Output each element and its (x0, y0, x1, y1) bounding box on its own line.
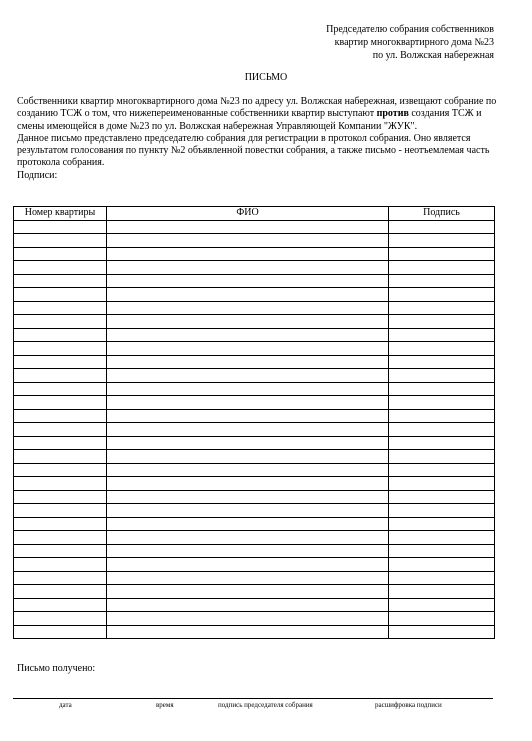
name-cell (107, 261, 389, 275)
document-title: ПИСЬМО (244, 72, 288, 83)
signature-cell (389, 247, 495, 261)
apartment-cell (14, 369, 107, 383)
table-row (14, 315, 495, 329)
name-cell (107, 436, 389, 450)
table-row (14, 517, 495, 531)
signature-cell (389, 504, 495, 518)
apartment-cell (14, 382, 107, 396)
apartment-cell (14, 355, 107, 369)
apartment-cell (14, 517, 107, 531)
apartment-cell (14, 247, 107, 261)
apartment-cell (14, 261, 107, 275)
table-row (14, 342, 495, 356)
letter-received-label: Письмо получено: (17, 663, 96, 674)
signature-cell (389, 544, 495, 558)
name-cell (107, 220, 389, 234)
name-cell (107, 288, 389, 302)
name-cell (107, 234, 389, 248)
table-row (14, 531, 495, 545)
name-cell (107, 369, 389, 383)
name-cell (107, 571, 389, 585)
table-row (14, 409, 495, 423)
apartment-cell (14, 342, 107, 356)
table-row (14, 261, 495, 275)
name-cell (107, 625, 389, 639)
table-row (14, 234, 495, 248)
footer-signature-line (13, 698, 493, 699)
apartment-cell (14, 328, 107, 342)
signature-cell (389, 571, 495, 585)
apartment-cell (14, 274, 107, 288)
signature-cell (389, 625, 495, 639)
signature-cell (389, 301, 495, 315)
signature-cell (389, 234, 495, 248)
footer-date-label: дата (59, 701, 72, 709)
apartment-cell (14, 477, 107, 491)
table-row (14, 558, 495, 572)
apartment-cell (14, 423, 107, 437)
signature-cell (389, 436, 495, 450)
apartment-cell (14, 450, 107, 464)
name-cell (107, 517, 389, 531)
footer-signature-decoding-label: расшифровка подписи (375, 701, 442, 709)
signature-cell (389, 369, 495, 383)
apartment-cell (14, 436, 107, 450)
apartment-cell (14, 544, 107, 558)
name-cell (107, 490, 389, 504)
signature-cell (389, 598, 495, 612)
table-row (14, 274, 495, 288)
apartment-cell (14, 612, 107, 626)
signature-cell (389, 315, 495, 329)
signature-cell (389, 261, 495, 275)
apartment-cell (14, 220, 107, 234)
apartment-cell (14, 625, 107, 639)
paragraph-text: создания ТСЖ и смены имеющейся в доме №23 по ул. Волжская набережная Управляющей Компании "ЖУК". (17, 108, 482, 132)
name-cell (107, 342, 389, 356)
signature-cell (389, 585, 495, 599)
table-row (14, 355, 495, 369)
signature-cell (389, 274, 495, 288)
signature-cell (389, 409, 495, 423)
column-header-signature: Подпись (389, 207, 495, 221)
name-cell (107, 504, 389, 518)
signature-cell (389, 490, 495, 504)
apartment-cell (14, 409, 107, 423)
emphasis-text: против (376, 108, 409, 120)
apartment-cell (14, 504, 107, 518)
table-row (14, 598, 495, 612)
apartment-cell (14, 301, 107, 315)
name-cell (107, 409, 389, 423)
table-row (14, 504, 495, 518)
signatures-label: Подписи: (17, 169, 58, 181)
footer-chair-signature-label: подпись председателя собрания (218, 701, 313, 709)
name-cell (107, 423, 389, 437)
signature-cell (389, 342, 495, 356)
signature-cell (389, 382, 495, 396)
apartment-cell (14, 571, 107, 585)
apartment-cell (14, 396, 107, 410)
name-cell (107, 544, 389, 558)
name-cell (107, 396, 389, 410)
signature-cell (389, 558, 495, 572)
table-row (14, 328, 495, 342)
table-row (14, 612, 495, 626)
signatures-table (13, 206, 495, 639)
signature-cell (389, 288, 495, 302)
table-row (14, 382, 495, 396)
table-row (14, 625, 495, 639)
name-cell (107, 477, 389, 491)
apartment-cell (14, 234, 107, 248)
addressee-line: Председателю собрания собственников (326, 24, 494, 35)
name-cell (107, 531, 389, 545)
name-cell (107, 612, 389, 626)
table-row (14, 490, 495, 504)
letter-body (17, 96, 497, 182)
paragraph-text: Собственники квартир многоквартирного дома №23 по адресу ул. Волжская набережная, извещают собрание по созданию ТСЖ о том, что нижепереименованные собственники квартир выступают (17, 96, 497, 120)
name-cell (107, 315, 389, 329)
name-cell (107, 598, 389, 612)
apartment-cell (14, 558, 107, 572)
apartment-cell (14, 490, 107, 504)
signature-cell (389, 396, 495, 410)
table-row (14, 436, 495, 450)
signature-cell (389, 612, 495, 626)
table-row (14, 463, 495, 477)
apartment-cell (14, 585, 107, 599)
table-row (14, 396, 495, 410)
letter-paragraph-1 (17, 96, 497, 133)
column-header-name: ФИО (107, 207, 389, 221)
column-header-apartment: Номер квартиры (14, 207, 107, 221)
name-cell (107, 274, 389, 288)
name-cell (107, 328, 389, 342)
table-row (14, 288, 495, 302)
table-row (14, 220, 495, 234)
signature-cell (389, 355, 495, 369)
table-row (14, 247, 495, 261)
name-cell (107, 301, 389, 315)
table-row (14, 301, 495, 315)
signature-cell (389, 463, 495, 477)
addressee-block (326, 23, 494, 62)
footer-time-label: время (156, 701, 174, 709)
signature-cell (389, 450, 495, 464)
signature-cell (389, 477, 495, 491)
name-cell (107, 585, 389, 599)
name-cell (107, 463, 389, 477)
apartment-cell (14, 288, 107, 302)
table-row (14, 585, 495, 599)
table-row (14, 477, 495, 491)
name-cell (107, 247, 389, 261)
table-row (14, 544, 495, 558)
table-row (14, 571, 495, 585)
name-cell (107, 382, 389, 396)
signature-cell (389, 531, 495, 545)
addressee-line: квартир многоквартирного дома №23 (334, 37, 494, 48)
table-row (14, 369, 495, 383)
apartment-cell (14, 463, 107, 477)
apartment-cell (14, 531, 107, 545)
name-cell (107, 355, 389, 369)
apartment-cell (14, 598, 107, 612)
letter-paragraph-2: Данное письмо представлено председателю собрания для регистрации в протокол собрания. Оно является результатом голосования по пункту №2 объявленной повестки собрания, а также письмо - неотъемлемая часть протокола собрания. (17, 132, 490, 169)
signature-cell (389, 423, 495, 437)
addressee-line: по ул. Волжская набережная (372, 50, 494, 61)
name-cell (107, 450, 389, 464)
apartment-cell (14, 315, 107, 329)
table-row (14, 450, 495, 464)
signature-cell (389, 220, 495, 234)
table-header-row (14, 207, 495, 221)
name-cell (107, 558, 389, 572)
table-row (14, 423, 495, 437)
signature-cell (389, 328, 495, 342)
signature-cell (389, 517, 495, 531)
table-body (14, 220, 495, 639)
